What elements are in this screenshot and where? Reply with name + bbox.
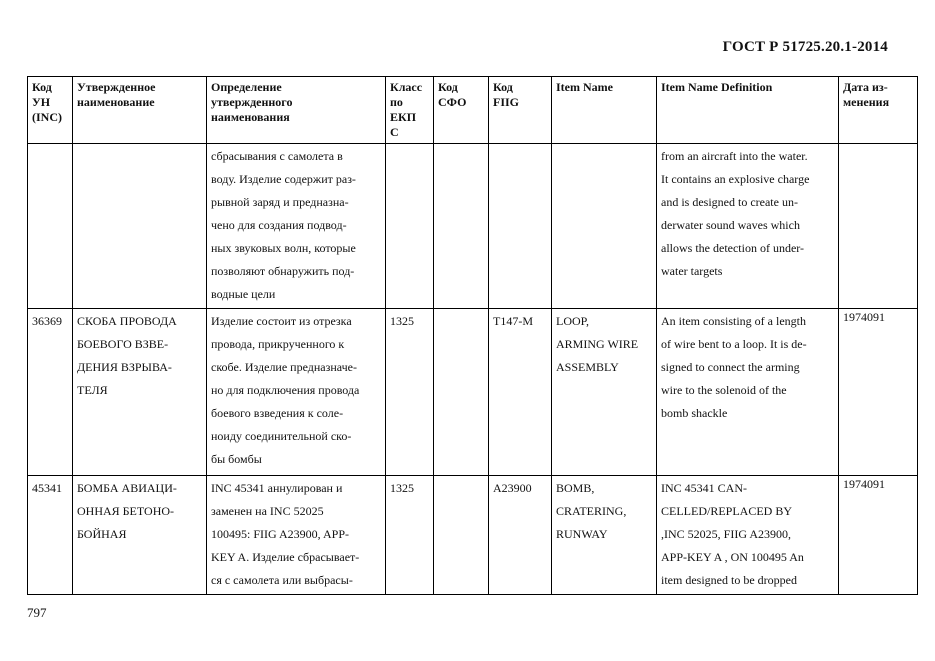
- cell-definition: INC 45341 аннулирован и заменен на INC 52025 100495: FIIG A23900, APP- KEY A. Изделие сбрасывает- ся с самолета или выбрасы-: [207, 476, 386, 595]
- col-header-item-definition: Item Name Definition: [657, 77, 839, 144]
- cell-change-date: 1974091: [839, 309, 918, 476]
- cell-change-date: 1974091: [839, 476, 918, 595]
- cell-definition: Изделие состоит из отрезка провода, прикрученного к скобе. Изделие предназначе- но для подключения провода боевого взведения к соле- ноиду соединительной ско- бы бомбы: [207, 309, 386, 476]
- table-row: [28, 309, 918, 476]
- cell-sfo: [434, 476, 489, 595]
- cell-sfo: [434, 309, 489, 476]
- cell-item-name: BOMB, CRATERING, RUNWAY: [552, 476, 657, 595]
- cell-inc: 36369: [28, 309, 73, 476]
- cell-class: [386, 144, 434, 309]
- cell-class: 1325: [386, 309, 434, 476]
- cell-item-definition: INC 45341 CAN- CELLED/REPLACED BY ,INC 52025, FIIG A23900, APP-KEY A , ON 100495 An item designed to be dropped: [657, 476, 839, 595]
- col-header-sfo: Код СФО: [434, 77, 489, 144]
- cell-class: 1325: [386, 476, 434, 595]
- cell-item-definition: An item consisting of a length of wire bent to a loop. It is de- signed to connect the arming wire to the solenoid of the bomb shackle: [657, 309, 839, 476]
- col-header-fiig: Код FIIG: [489, 77, 552, 144]
- col-header-definition: Определение утвержденного наименования: [207, 77, 386, 144]
- col-header-change-date: Дата из- менения: [839, 77, 918, 144]
- table-header-row: [28, 77, 918, 144]
- cell-approved-name: БОМБА АВИАЦИ- ОННАЯ БЕТОНО- БОЙНАЯ: [73, 476, 207, 595]
- cell-fiig: T147-M: [489, 309, 552, 476]
- cell-sfo: [434, 144, 489, 309]
- cell-inc: [28, 144, 73, 309]
- cell-item-name: LOOP, ARMING WIRE ASSEMBLY: [552, 309, 657, 476]
- cell-fiig: [489, 144, 552, 309]
- cell-inc: 45341: [28, 476, 73, 595]
- cell-definition: сбрасывания с самолета в воду. Изделие содержит раз- рывной заряд и предназна- чено для создания подвод- ных звуковых волн, которые позволяют обнаружить под- водные цели: [207, 144, 386, 309]
- cell-fiig: A23900: [489, 476, 552, 595]
- col-header-approved-name: Утвержденное наименование: [73, 77, 207, 144]
- col-header-class: Класс по ЕКП С: [386, 77, 434, 144]
- catalog-table: [27, 76, 918, 595]
- table-row: [28, 144, 918, 309]
- cell-item-definition: from an aircraft into the water. It contains an explosive charge and is designed to create un- derwater sound waves which allows the detection of under- water targets: [657, 144, 839, 309]
- col-header-inc: Код УН (INC): [28, 77, 73, 144]
- cell-change-date: [839, 144, 918, 309]
- document-standard-code: ГОСТ Р 51725.20.1-2014: [722, 39, 888, 55]
- table-row: [28, 476, 918, 595]
- cell-approved-name: [73, 144, 207, 309]
- cell-approved-name: СКОБА ПРОВОДА БОЕВОГО ВЗВЕ- ДЕНИЯ ВЗРЫВА- ТЕЛЯ: [73, 309, 207, 476]
- col-header-item-name: Item Name: [552, 77, 657, 144]
- page-number: 797: [27, 605, 47, 620]
- cell-item-name: [552, 144, 657, 309]
